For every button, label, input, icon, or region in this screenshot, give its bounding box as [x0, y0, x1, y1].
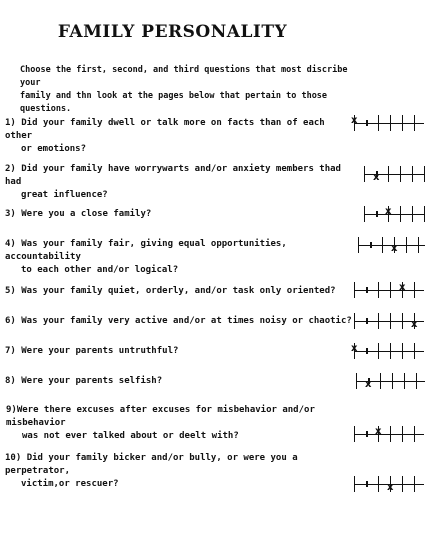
scale-tick: [390, 313, 391, 329]
scale-mark: x: [365, 379, 372, 390]
scale-tick: [392, 373, 393, 389]
question-text: Did your family dwell or talk more on facts than of each other: [5, 118, 325, 141]
rating-scale-2[interactable]: [364, 166, 425, 182]
question-text: Was your family fair, giving equal opportunities, accountability: [5, 239, 287, 262]
rating-scale-6[interactable]: [354, 313, 424, 329]
question-6: [5, 315, 357, 328]
scale-tick: [390, 115, 391, 131]
scale-tick: [400, 166, 401, 182]
scale-mark: x: [351, 115, 358, 126]
scale-tick: [390, 343, 391, 359]
scale-tick: [402, 115, 403, 131]
scale-tick: [378, 115, 379, 131]
scale-mark: x: [375, 426, 382, 437]
question-number: 3): [5, 209, 16, 219]
scale-tick: [388, 166, 389, 182]
scale-mark: x: [385, 206, 392, 217]
question-text-continued: or emotions?: [21, 144, 87, 154]
question-number: 7): [5, 346, 16, 356]
question-text: Were there excuses after excuses for misbehavior and/or misbehavior: [6, 405, 315, 428]
scale-tick: [366, 348, 368, 354]
scale-tick: [366, 481, 368, 487]
scale-tick: [414, 343, 415, 359]
rating-scale-5[interactable]: [354, 282, 424, 298]
question-10: [5, 452, 357, 491]
scale-mark: x: [391, 243, 398, 254]
scale-tick: [380, 373, 381, 389]
scale-tick: [402, 343, 403, 359]
question-number: 9): [6, 405, 17, 415]
question-text: Were your parents selfish?: [21, 376, 163, 386]
rating-scale-7[interactable]: [351, 343, 424, 359]
rating-scale-8[interactable]: [356, 373, 425, 389]
scale-tick: [414, 282, 415, 298]
scale-mark: x: [351, 343, 358, 354]
scale-tick: [378, 343, 379, 359]
scale-tick: [404, 373, 405, 389]
scale-tick: [390, 426, 391, 442]
question-text-continued: victim,or rescuer?: [21, 479, 119, 489]
rating-scale-9[interactable]: [354, 426, 424, 442]
scale-tick: [414, 476, 415, 492]
question-text: Did your family have worrywarts and/or anxiety members thad had: [5, 164, 341, 187]
scale-tick: [366, 318, 368, 324]
question-number: 1): [5, 118, 16, 128]
scale-mark: x: [399, 282, 406, 293]
question-text: Were you a close family?: [21, 209, 152, 219]
scale-tick: [354, 476, 355, 492]
scale-tick: [402, 476, 403, 492]
question-5: [5, 285, 357, 298]
scale-tick: [354, 282, 355, 298]
question-text-continued: was not ever talked about or deelt with?: [22, 431, 239, 441]
scale-tick: [366, 120, 368, 126]
scale-tick: [356, 373, 357, 389]
question-number: 8): [5, 376, 16, 386]
scale-tick: [364, 206, 365, 222]
scale-tick: [416, 373, 417, 389]
instructions-line-2: family and thn look at the pages below that pertain to those questions.: [20, 91, 328, 114]
scale-mark: x: [387, 482, 394, 493]
scale-tick: [378, 282, 379, 298]
question-text-continued: great influence?: [21, 190, 108, 200]
scale-baseline: [364, 214, 425, 215]
scale-tick: [378, 313, 379, 329]
scale-tick: [412, 166, 413, 182]
question-number: 6): [5, 316, 16, 326]
rating-scale-10[interactable]: [354, 476, 424, 492]
scale-tick: [364, 166, 365, 182]
question-8: [5, 375, 357, 388]
scale-tick: [390, 282, 391, 298]
question-9: [6, 404, 358, 443]
scale-tick: [382, 237, 383, 253]
question-text: Was your family quiet, orderly, and/or task only oriented?: [21, 286, 336, 296]
scale-tick: [370, 242, 372, 248]
rating-scale-4[interactable]: [358, 237, 425, 253]
scale-tick: [354, 313, 355, 329]
question-number: 10): [5, 453, 22, 463]
scale-tick: [378, 476, 379, 492]
question-number: 5): [5, 286, 16, 296]
scale-tick: [414, 426, 415, 442]
scale-tick: [354, 426, 355, 442]
question-7: [5, 345, 357, 358]
scale-tick: [402, 313, 403, 329]
question-text: Were your parents untruthful?: [21, 346, 179, 356]
scale-tick: [418, 237, 419, 253]
page-title: FAMILY PERSONALITY: [57, 22, 288, 42]
question-1: [5, 117, 357, 156]
question-2: [5, 163, 357, 202]
rating-scale-1[interactable]: [351, 115, 424, 131]
instructions-line-1: Choose the first, second, and third questions that most discribe your: [20, 65, 348, 88]
scale-tick: [402, 426, 403, 442]
question-number: 4): [5, 239, 16, 249]
question-3: [5, 208, 357, 221]
question-4: [5, 238, 357, 277]
scale-tick: [406, 237, 407, 253]
scale-tick: [358, 237, 359, 253]
rating-scale-3[interactable]: [364, 206, 425, 222]
instructions: [20, 64, 350, 116]
scale-tick: [400, 206, 401, 222]
question-number: 2): [5, 164, 16, 174]
scale-tick: [412, 206, 413, 222]
question-text: Was your family very active and/or at times noisy or chaotic?: [21, 316, 352, 326]
scale-tick: [366, 431, 368, 437]
question-text: Did your family bicker and/or bully, or were you a perpetrator,: [5, 453, 298, 476]
scale-tick: [376, 211, 378, 217]
question-text-continued: to each other and/or logical?: [21, 265, 179, 275]
scale-mark: x: [373, 172, 380, 183]
scale-mark: x: [411, 319, 418, 330]
scale-tick: [366, 287, 368, 293]
scale-tick: [414, 115, 415, 131]
